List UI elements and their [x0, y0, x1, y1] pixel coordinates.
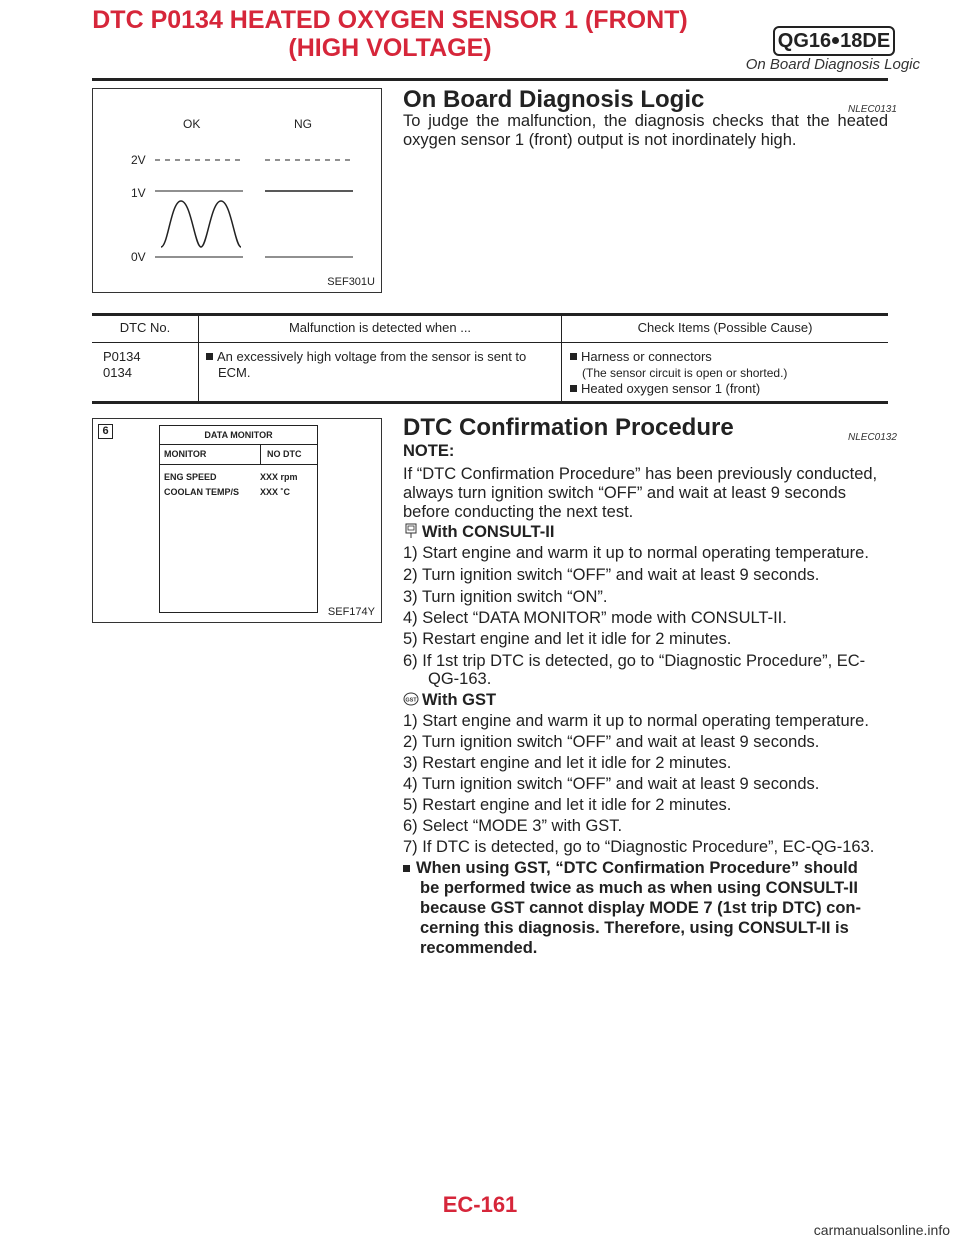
consult-step-4: 4) Select “DATA MONITOR” mode with CONSULT-II. — [403, 609, 787, 627]
consult-step-2: 2) Turn ignition switch “OFF” and wait at least 9 seconds. — [403, 566, 820, 584]
dtc-code-1: P0134 — [103, 349, 141, 364]
consult-step-5: 5) Restart engine and let it idle for 2 minutes. — [403, 630, 732, 648]
table-cell-check — [570, 349, 885, 397]
table-bottom-rule — [92, 401, 888, 404]
bullet-icon — [206, 353, 213, 360]
gst-step-5: 5) Restart engine and let it idle for 2 minutes. — [403, 796, 732, 814]
bullet-dot-icon — [832, 37, 839, 44]
note-line-1: If “DTC Confirmation Procedure” has been previously conducted, — [403, 465, 878, 483]
y-label-1v: 1V — [131, 186, 146, 200]
note-line-2: always turn ignition switch “OFF” and wait at least 9 seconds — [403, 484, 846, 502]
svg-text:GST: GST — [405, 697, 417, 704]
malfunction-line1: An excessively high voltage from the sensor is sent to — [217, 349, 527, 364]
monitor-row2-value: XXX ˚C — [260, 487, 291, 497]
gst-warning — [403, 858, 888, 958]
figure1-caption: SEF301U — [327, 276, 375, 288]
table-header-dtc: DTC No. — [119, 320, 171, 335]
bullet-icon — [570, 385, 577, 392]
bullet-icon — [570, 353, 577, 360]
model-badge-a: QG16 — [777, 30, 832, 52]
gst-step-6: 6) Select “MODE 3” with GST. — [403, 817, 623, 835]
gst-step-1: 1) Start engine and warm it up to normal operating temperature. — [403, 712, 869, 730]
data-monitor-figure — [92, 418, 382, 623]
table-header-check: Check Items (Possible Cause) — [637, 320, 813, 335]
page-title-line1: DTC P0134 HEATED OXYGEN SENSOR 1 (FRONT) — [92, 6, 688, 34]
monitor-screen — [159, 425, 318, 613]
gst-heading-text: With GST — [422, 691, 497, 709]
monitor-col2: NO DTC — [267, 449, 302, 459]
consult-step-6-cont: QG-163. — [428, 670, 492, 688]
section1-title: On Board Diagnosis Logic — [403, 86, 705, 113]
gst-step-7: 7) If DTC is detected, go to “Diagnostic Procedure”, EC-QG-163. — [403, 838, 875, 856]
page-title — [20, 6, 760, 62]
monitor-row2-name: COOLAN TEMP/S — [164, 487, 240, 497]
section1-code: NLEC0131 — [848, 104, 897, 115]
watermark: carmanualsonline.info — [813, 1222, 950, 1238]
bullet-icon — [403, 865, 410, 872]
warning-line-4: cerning this diagnosis. Therefore, using CONSULT-II is — [420, 919, 849, 937]
figure2-caption: SEF174Y — [327, 606, 375, 618]
consult-heading — [403, 522, 554, 542]
gst-step-2: 2) Turn ignition switch “OFF” and wait at least 9 seconds. — [403, 733, 820, 751]
table-header-rule — [92, 342, 888, 343]
page-number: EC-161 — [442, 1192, 518, 1217]
table-top-rule — [92, 313, 888, 316]
ok-label: OK — [183, 117, 201, 131]
voltage-graph — [93, 89, 381, 292]
note-line-3: before conducting the next test. — [403, 503, 634, 521]
consult-icon: 6 — [98, 424, 113, 439]
consult-step-6: 6) If 1st trip DTC is detected, go to “Diagnostic Procedure”, EC- — [403, 652, 866, 670]
section1-text: To judge the malfunction, the diagnosis checks that the heated oxygen sensor 1 (front) output is not inordinately high. — [403, 112, 888, 149]
monitor-col1: MONITOR — [164, 449, 207, 459]
header-rule — [92, 78, 888, 81]
voltage-graph-figure — [92, 88, 382, 293]
ok-waveform — [161, 201, 241, 247]
consult-step-1: 1) Start engine and warm it up to normal operating temperature. — [403, 544, 869, 562]
consult-heading-text: With CONSULT-II — [422, 523, 555, 541]
warning-line-2: be performed twice as much as when using CONSULT-II — [420, 879, 858, 897]
check-item-1: Harness or connectors — [581, 349, 712, 364]
consult-tool-icon — [403, 523, 419, 539]
check-item-2: Heated oxygen sensor 1 (front) — [581, 381, 761, 396]
model-badge-b: 18DE — [840, 30, 891, 52]
monitor-col-divider — [260, 445, 261, 464]
y-label-0v: 0V — [131, 250, 146, 264]
consult-step-3: 3) Turn ignition switch “ON”. — [403, 588, 608, 606]
gst-step-4: 4) Turn ignition switch “OFF” and wait at least 9 seconds. — [403, 775, 820, 793]
page-subtitle: On Board Diagnosis Logic — [745, 56, 920, 73]
monitor-row1-name: ENG SPEED — [164, 472, 217, 482]
dtc-code-2: 0134 — [103, 365, 132, 380]
monitor-title: DATA MONITOR — [160, 426, 317, 445]
table-header-malfunction: Malfunction is detected when ... — [288, 320, 472, 335]
gst-step-3: 3) Restart engine and let it idle for 2 minutes. — [403, 754, 732, 772]
check-item-1-sub: (The sensor circuit is open or shorted.) — [582, 366, 788, 380]
section2-title: DTC Confirmation Procedure — [403, 414, 734, 441]
warning-line-3: because GST cannot display MODE 7 (1st trip DTC) con- — [420, 899, 861, 917]
page-title-line2: (HIGH VOLTAGE) — [288, 34, 492, 62]
malfunction-line2: ECM. — [218, 365, 251, 380]
note-label: NOTE: — [403, 442, 455, 460]
warning-line-5: recommended. — [420, 939, 538, 957]
table-cell-malfunction — [206, 349, 556, 381]
model-badge — [773, 26, 895, 56]
ng-label: NG — [294, 117, 312, 131]
table-cell-dtc — [103, 349, 141, 381]
monitor-header-row — [160, 445, 317, 465]
section2-code: NLEC0132 — [848, 432, 897, 443]
gst-tool-icon — [403, 691, 419, 707]
gst-heading — [403, 690, 496, 710]
monitor-row1-value: XXX rpm — [260, 472, 298, 482]
y-label-2v: 2V — [131, 153, 146, 167]
warning-line-1: When using GST, “DTC Confirmation Procedure” should — [416, 859, 858, 877]
